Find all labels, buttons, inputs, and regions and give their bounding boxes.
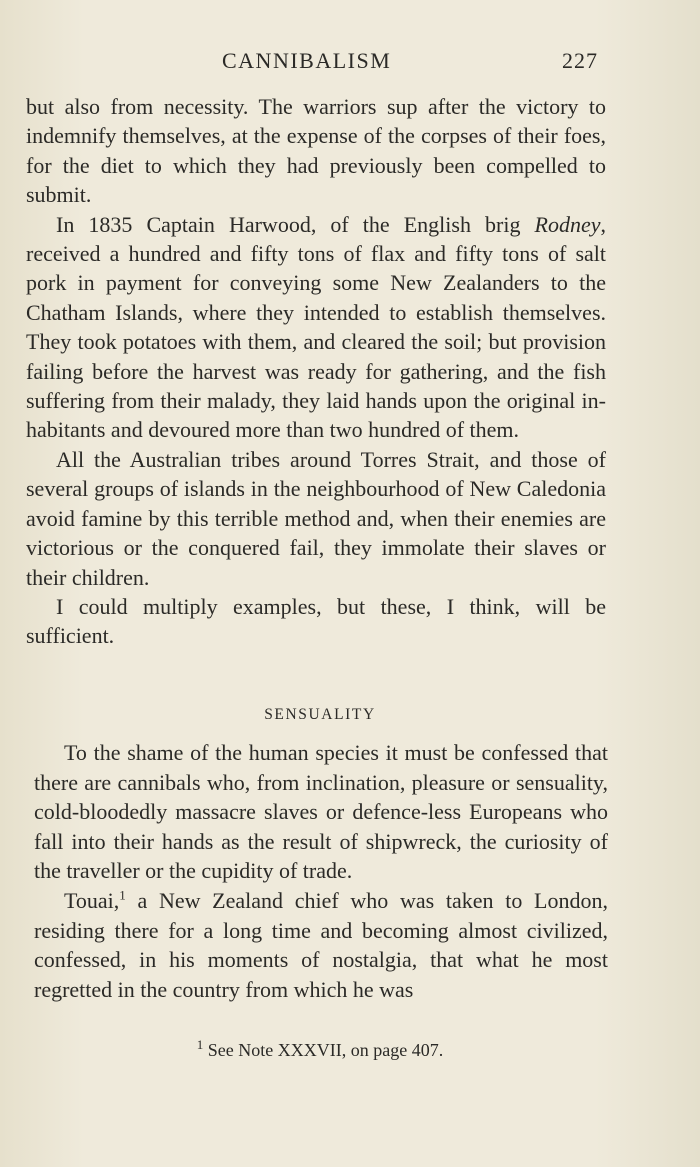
running-head xyxy=(0,48,700,80)
paragraph: In 1835 Captain Harwood, of the English brig Rodney, received a hundred and fifty tons of flax and fifty tons of salt pork in payment for conveying some New Zealanders to the Chatham Islands, where they intended to establish themselves. They took potatoes with them, and cleared the soil; but provision failing before the harvest was ready for gathering, and the fish suffering from their malady, they laid hands upon the original in-habitants and devoured more than two hundred of them. xyxy=(26,211,606,443)
section-heading: SENSUALITY xyxy=(264,706,376,723)
footnote-reference: 1 xyxy=(119,887,126,903)
page-number: 227 xyxy=(562,48,598,73)
paragraph: All the Australian tribes around Torres Strait, and those of several groups of islands in the neighbourhood of New Caledonia avoid famine by this terrible method and, when their enemies are victorious or the conquered fail, they immolate their slaves or their children. xyxy=(26,446,606,590)
paragraph: I could multiply examples, but these, I think, will be sufficient. xyxy=(26,593,606,649)
paragraph: To the shame of the human species it must be confessed that there are cannibals who, from inclination, pleasure or sensuality, cold-bloodedly massacre slaves or defence-less Europeans who fall into their hands as the result of shipwreck, the curiosity of the traveller or the cupidity of trade. xyxy=(34,740,608,884)
running-title: CANNIBALISM xyxy=(222,48,392,73)
paragraph: Touai,$^1$ a New Zealand chief who was taken to London, residing there for a long time and becoming almost civilized, confessed, in his moments of nostalgia, that what he most regretted in the country from which he was xyxy=(34,887,608,1002)
ship-name: Rodney xyxy=(534,211,601,237)
footnote-mark: 1 xyxy=(196,1037,204,1052)
footnote-text: See Note XXXVII, on page 407. xyxy=(203,1040,444,1060)
section-text-block xyxy=(34,738,608,1004)
paragraph: but also from necessity. The warriors sup after the victory to indemnify themselves, at the expense of the corpses of their foes, for the diet to which they had previously been compelled to submit. xyxy=(26,94,606,208)
footnote xyxy=(0,1037,640,1061)
main-text-block xyxy=(26,92,606,651)
